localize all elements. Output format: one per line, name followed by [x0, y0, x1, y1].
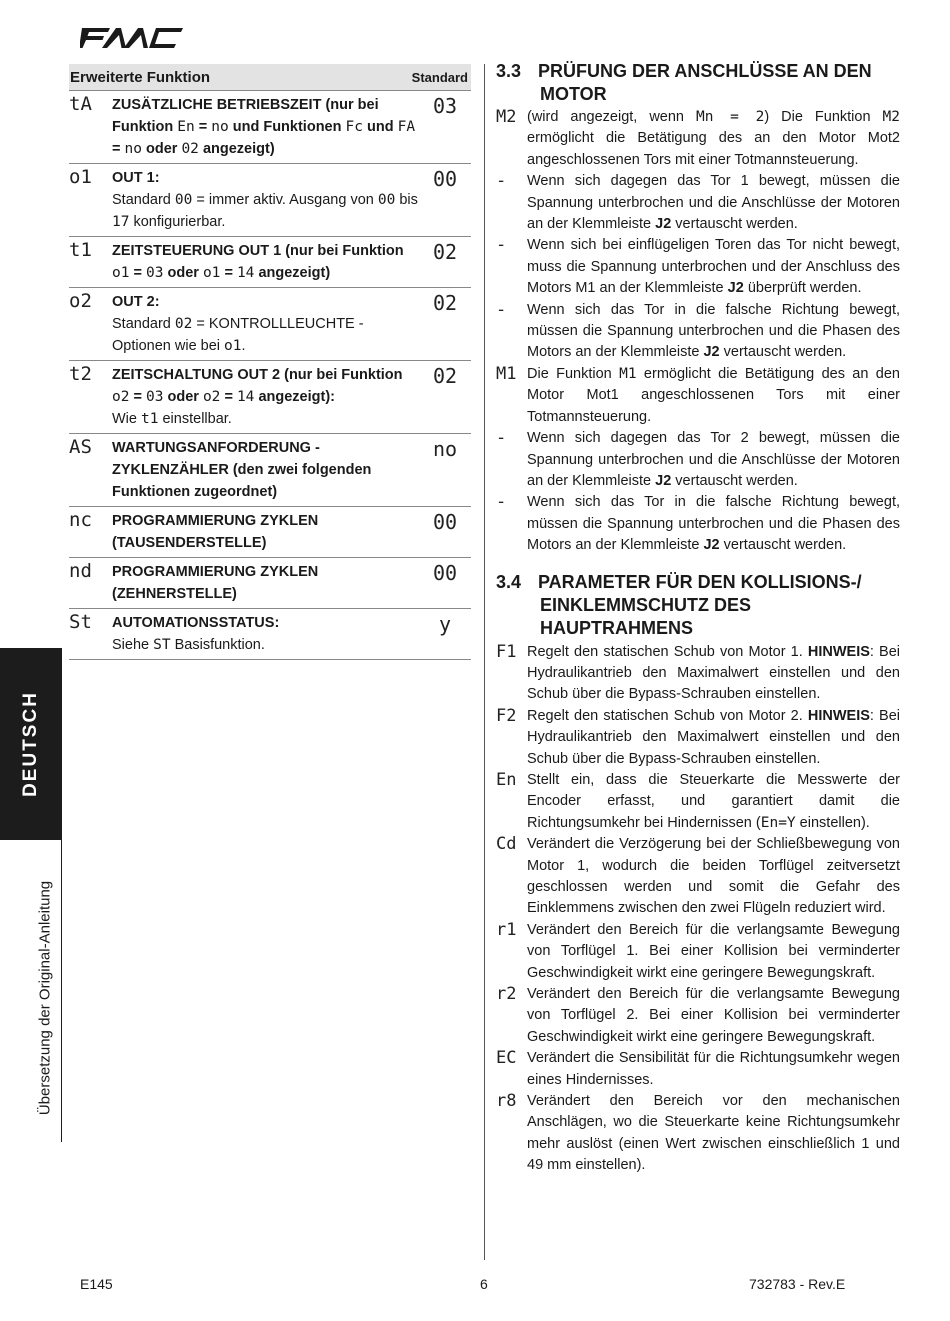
parameter-entry — [496, 834, 900, 920]
parameter-entry — [496, 364, 900, 428]
language-tab — [0, 648, 62, 840]
function-description — [112, 558, 419, 608]
section-3-3-title — [496, 60, 900, 106]
display-code: Fc — [345, 119, 363, 135]
parameter-text: Wenn sich bei einflügeligen Toren das Tor nicht bewegt, muss die Spannung unterbrochen und der Anschluss des Motors M1 an der Klemmleiste J2 überprüft werden. — [527, 237, 900, 297]
function-description — [112, 507, 419, 557]
parameter-text: Verändert den Bereich vor den mechanischen Anschlägen, wo die Steuerkarte keine Richtungsumkehr mehr auslöst (einen Wert zwischen einschließlich 1 und 49 mm einstellen). — [527, 1093, 900, 1174]
header-function: Erweiterte Funktion — [70, 68, 211, 86]
function-code: nd — [69, 560, 92, 582]
parameter-text: Verändert die Sensibilität für die Richtungsumkehr wegen eines Hindernisses. — [527, 1050, 900, 1088]
standard-value: 02 — [432, 291, 458, 315]
display-code: 02 — [174, 316, 193, 332]
footer-model: E145 — [80, 1276, 113, 1292]
section-title-line: HAUPTRAHMENS — [540, 617, 693, 638]
table-body — [69, 91, 471, 660]
table-row — [69, 609, 471, 660]
parameter-text: Wenn sich das Tor in die falsche Richtung bewegt, müssen die Spannung unterbrochen und die Phasen des Motors an der Klemmleiste J2 vertauscht werden. — [527, 494, 900, 554]
parameter-text: (wird angezeigt, wenn Mn = 2) Die Funktion M2 ermöglicht die Betätigung des an den Motor Mot2 angeschlossenen Tors mit einer Totmannsteuerung. — [527, 109, 900, 168]
function-title: PROGRAMMIERUNG ZYKLEN (ZEHNERSTELLE) — [112, 564, 319, 602]
function-code: t2 — [69, 363, 92, 385]
parameter-entry — [496, 1048, 900, 1091]
section-3-4-title — [496, 571, 900, 640]
function-description — [112, 609, 419, 659]
manual-subtitle: Übersetzung der Original-Anleitung — [36, 880, 54, 1116]
bullet-dash: - — [496, 428, 507, 449]
display-code: M2 — [882, 109, 900, 125]
parameter-text: Die Funktion M1 ermöglicht die Betätigung des an den Motor Mot1 angeschlossenen Tors mit einer Totmannsteuerung. — [527, 365, 900, 425]
table-row — [69, 237, 471, 288]
display-code: 17 — [112, 214, 130, 230]
parameter-text: Regelt den statischen Schub von Motor 1. HINWEIS: Bei Hydraulikantrieb den Maximalwert einstellen und den Schub über die Bypass-Schrauben einstellen. — [527, 643, 900, 703]
parameter-code: En — [496, 769, 517, 790]
section-title-line: PRÜFUNG DER ANSCHLÜSSE AN DEN — [538, 61, 872, 81]
bold-term: HINWEIS — [807, 643, 870, 660]
column-divider — [484, 64, 485, 1260]
function-title: ZEITSTEUERUNG OUT 1 (nur bei Funktion o1 = 03 oder o1 = 14 angezeigt) — [112, 243, 404, 281]
parameter-text: Verändert die Verzögerung bei der Schließbewegung von Motor 1, wodurch die beiden Torflügel zeitversetzt geschlossen werden und somit die Gefahr des Einklemmens zwischen den zwei Flügeln reduziert wird. — [527, 836, 900, 917]
display-code: ST — [153, 637, 171, 653]
display-code: o1 — [224, 338, 242, 354]
parameter-code: M2 — [496, 107, 517, 127]
parameter-entry — [496, 235, 900, 299]
standard-value: 02 — [432, 364, 458, 388]
display-code: M1 — [619, 365, 637, 382]
parameter-entry — [496, 428, 900, 492]
function-title: OUT 2: — [112, 294, 160, 310]
faac-logo — [80, 26, 184, 50]
function-description — [112, 288, 419, 360]
function-code: o2 — [69, 290, 92, 312]
parameter-entry — [496, 492, 900, 556]
parameter-code: M1 — [496, 363, 517, 384]
display-code: 00 — [377, 192, 396, 208]
display-code: 03 — [146, 265, 164, 281]
function-title: AUTOMATIONSSTATUS: — [112, 615, 280, 631]
parameter-code: F2 — [496, 705, 517, 726]
section-title-line: PARAMETER FÜR DEN KOLLISIONS-/ — [538, 571, 862, 592]
bold-term: J2 — [727, 280, 744, 297]
section-title-line: EINKLEMMSCHUTZ DES — [540, 594, 751, 615]
function-description — [112, 237, 419, 287]
standard-value: 00 — [432, 510, 458, 534]
parameter-entry — [496, 642, 900, 706]
standard-value: 00 — [432, 167, 458, 191]
section-number: 3.4 — [496, 571, 522, 592]
language-label: DEUTSCH — [20, 691, 41, 797]
function-code: tA — [69, 93, 92, 115]
parameter-code: r1 — [496, 919, 517, 940]
display-code: Mn = 2 — [696, 109, 765, 125]
display-code: no — [211, 119, 229, 135]
section-title-line: MOTOR — [540, 84, 607, 104]
table-row — [69, 558, 471, 609]
function-detail: Wie t1 einstellbar. — [112, 411, 232, 427]
function-detail: Standard 00 = immer aktiv. Ausgang von 00 bis 17 konfigurierbar. — [112, 192, 418, 230]
display-code: En=Y — [760, 814, 796, 831]
standard-value: 02 — [432, 240, 458, 264]
standard-value: 00 — [432, 561, 458, 585]
parameter-entry — [496, 107, 900, 171]
function-code: nc — [69, 509, 92, 531]
table-row — [69, 507, 471, 558]
parameter-code: r8 — [496, 1091, 517, 1112]
function-description — [112, 164, 419, 236]
display-code: o1 — [112, 265, 130, 281]
parameter-text: Stellt ein, dass die Steuerkarte die Messwerte der Encoder erfasst, und garantiert damit die Richtungsumkehr bei Hindernissen (En=Y einstellen). — [527, 771, 900, 831]
display-code: o2 — [202, 389, 221, 405]
function-code: St — [69, 611, 92, 633]
bold-term: J2 — [655, 216, 672, 233]
standard-value: y — [438, 612, 452, 636]
display-code: 14 — [236, 265, 255, 281]
function-description — [112, 434, 419, 506]
function-code: o1 — [69, 166, 92, 188]
table-row — [69, 288, 471, 361]
right-column — [496, 60, 900, 1177]
parameter-text: Verändert den Bereich für die verlangsamte Bewegung von Torflügel 2. Bei einer Kollision bei verminderter Geschwindigkeit wirkt eine geringere Bewegungskraft. — [527, 986, 900, 1045]
display-code: 14 — [236, 389, 255, 405]
footer-revision: 732783 - Rev.E — [749, 1276, 846, 1292]
bullet-dash: - — [496, 235, 507, 256]
bold-term: HINWEIS — [807, 707, 870, 724]
display-code: o1 — [202, 265, 221, 281]
side-rule — [61, 840, 62, 1142]
function-description — [112, 361, 419, 433]
parameter-entry — [496, 1091, 900, 1177]
bold-term: J2 — [703, 344, 720, 361]
display-code: 02 — [181, 141, 199, 157]
function-title: ZEITSCHALTUNG OUT 2 (nur bei Funktion o2 = 03 oder o2 = 14 angezeigt): — [112, 367, 403, 405]
standard-value: 03 — [432, 94, 458, 118]
parameter-text: Wenn sich dagegen das Tor 1 bewegt, müssen die Spannung unterbrochen und die Anschlüsse der Motoren an der Klemmleiste J2 vertauscht werden. — [527, 173, 900, 233]
parameter-code: F1 — [496, 641, 517, 662]
function-title: OUT 1: — [112, 170, 160, 186]
display-code: 00 — [174, 192, 193, 208]
bold-term: J2 — [703, 537, 720, 554]
display-code: En — [177, 119, 195, 135]
bullet-dash: - — [496, 171, 507, 192]
header-standard: Standard — [411, 69, 468, 85]
display-code: FA — [397, 119, 416, 135]
parameter-code: EC — [496, 1048, 517, 1069]
display-code: t1 — [141, 411, 159, 427]
function-title: WARTUNGSANFORDERUNG - ZYKLENZÄHLER (den zwei folgenden Funktionen zugeordnet) — [112, 440, 372, 500]
table-row — [69, 164, 471, 237]
footer-page-number: 6 — [480, 1276, 488, 1292]
table-header — [69, 64, 471, 91]
table-row — [69, 434, 471, 507]
section-number: 3.3 — [496, 61, 522, 81]
parameter-entry — [496, 171, 900, 235]
bullet-dash: - — [496, 492, 507, 513]
advanced-functions-table — [69, 64, 471, 660]
section-3-3-body — [496, 107, 900, 557]
bold-term: J2 — [655, 472, 672, 489]
parameter-code: Cd — [496, 834, 517, 855]
function-code: t1 — [69, 239, 92, 261]
bullet-dash: - — [496, 299, 507, 320]
parameter-text: Wenn sich das Tor in die falsche Richtung bewegt, müssen die Spannung unterbrochen und die Phasen des Motors an der Klemmleiste J2 vertauscht werden. — [527, 301, 900, 361]
parameter-text: Wenn sich dagegen das Tor 2 bewegt, müssen die Spannung unterbrochen und die Anschlüsse der Motoren an der Klemmleiste J2 vertauscht werden. — [527, 430, 900, 489]
display-code: o2 — [112, 389, 130, 405]
function-code: AS — [69, 436, 92, 458]
parameter-code: r2 — [496, 984, 517, 1005]
function-detail: Standard 02 = KONTROLLLEUCHTE - Optionen wie bei o1. — [112, 316, 364, 354]
section-3-4-body — [496, 642, 900, 1177]
function-title: PROGRAMMIERUNG ZYKLEN (TAUSENDERSTELLE) — [112, 513, 319, 551]
display-code: 03 — [146, 389, 164, 405]
standard-value: no — [432, 437, 458, 461]
parameter-entry — [496, 770, 900, 834]
function-title: ZUSÄTZLICHE BETRIEBSZEIT (nur bei Funktion En = no und Funktionen Fc und FA = no oder 02 angezeigt) — [112, 97, 416, 157]
table-row — [69, 361, 471, 434]
parameter-entry — [496, 920, 900, 984]
parameter-text: Verändert den Bereich für die verlangsamte Bewegung von Torflügel 1. Bei einer Kollision bei verminderter Geschwindigkeit wirkt eine geringere Bewegungskraft. — [527, 921, 900, 981]
parameter-text: Regelt den statischen Schub von Motor 2. HINWEIS: Bei Hydraulikantrieb den Maximalwert einstellen und den Schub über die Bypass-Schrauben einstellen. — [527, 707, 900, 767]
function-detail: Siehe ST Basisfunktion. — [112, 637, 265, 653]
parameter-entry — [496, 300, 900, 364]
function-description — [112, 91, 419, 163]
table-row — [69, 91, 471, 164]
display-code: no — [124, 141, 142, 157]
parameter-entry — [496, 706, 900, 770]
parameter-entry — [496, 984, 900, 1048]
